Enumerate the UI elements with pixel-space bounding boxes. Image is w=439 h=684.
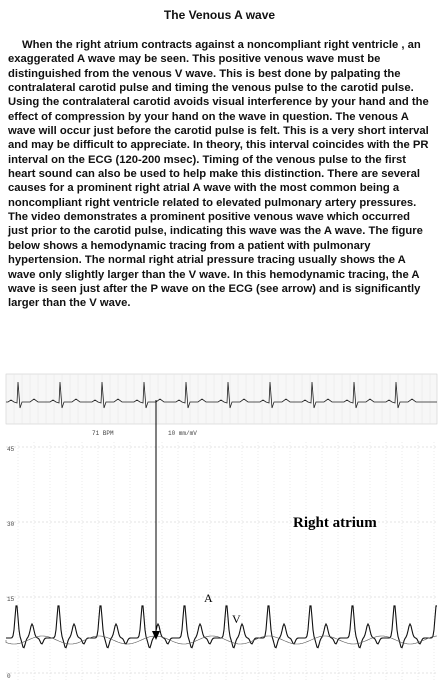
y-tick-0: 0 xyxy=(7,673,11,680)
body-paragraph: When the right atrium contracts against a noncompliant right ventricle , an exaggerated A wave may be seen. This positive venous wave must be distinguished from the venous V wave. This is best done by palpating the contralateral carotid pulse and timing the venous pulse to the carotid pulse. Using the contralateral carotid avoids visual interference by your hand and the effect of compression by your hand on the wave in question. The venous A wave will occur just before the carotid pulse is felt. This is a very short interval and may be difficult to appreciate. In theory, this interval coincides with the PR interval on the ECG (120-200 msec). Timing of the venous pulse to the first heart sound can also be used to help make this distinction. There are several causes for a prominent right atrial A wave with the most common being a noncompliant right ventricle related to elevated pulmonary artery pressures. The video demonstrates a prominent positive venous wave which occurred just prior to the carotid pulse, indicating this wave was the A wave. The figure below shows a hemodynamic tracing from a patient with pulmonary hypertension. The normal right atrial pressure tracing usually shows the A wave only slightly larger than the V wave. In this hemodynamic tracing, the A wave is seen just after the P wave on the ECG (see arrow) and is significantly larger than the V wave. xyxy=(8,39,429,310)
y-tick-45: 45 xyxy=(7,446,15,453)
scale-label: 10 mm/mV xyxy=(168,430,197,437)
y-tick-15: 15 xyxy=(7,596,15,603)
v-wave-label: V xyxy=(232,612,241,626)
chamber-label: Right atrium xyxy=(293,515,377,531)
y-tick-30: 30 xyxy=(7,521,15,528)
heart-rate-label: 71 BPM xyxy=(92,430,114,437)
ecg-strip xyxy=(6,374,437,424)
a-wave-label: A xyxy=(204,591,213,605)
page-title: The Venous A wave xyxy=(163,8,276,22)
hemodynamic-tracing-figure xyxy=(0,370,439,684)
